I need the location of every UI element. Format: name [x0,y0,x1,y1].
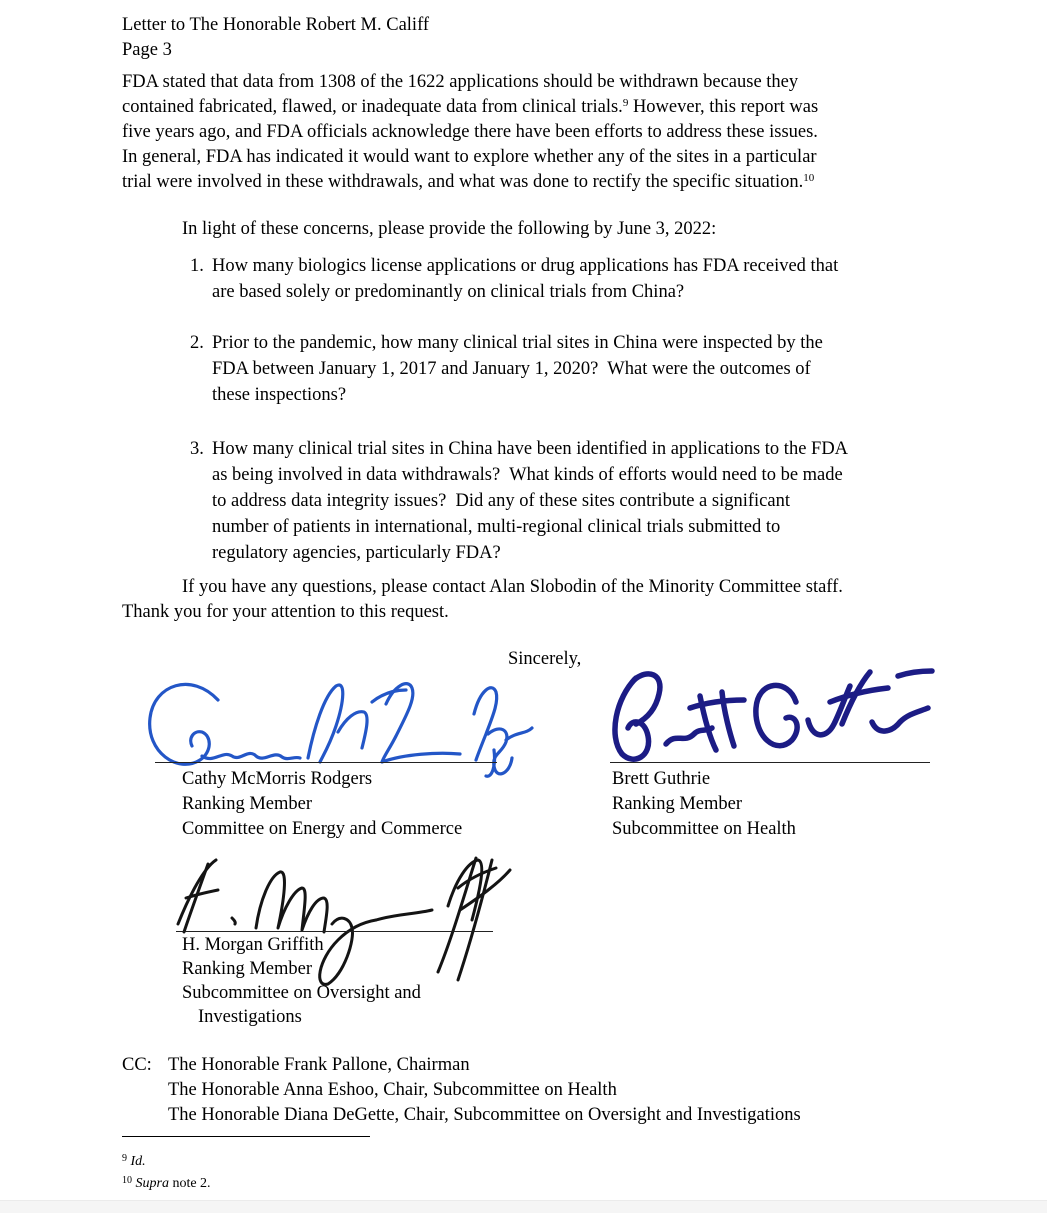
footnote-marker: 9 [122,1153,127,1164]
signer-block-cathy [182,767,462,842]
cc-label: CC: [122,1055,152,1075]
signature-line-griffith [176,931,493,932]
paragraph-text: trial were involved in these withdrawals, and what was done to rectify the specific situation. [122,172,804,192]
list-item-line: How many clinical trial sites in China have been identified in applications to the FDA [212,439,849,459]
list-item-line: are based solely or predominantly on clinical trials from China? [212,282,685,302]
closing-line: Thank you for your attention to this request. [122,602,449,622]
signer-title: Ranking Member [182,959,312,979]
paragraph-line [122,95,818,120]
signer-title: Ranking Member [612,794,742,814]
signer-name: Brett Guthrie [612,769,711,789]
body-paragraph-1 [122,70,818,195]
paragraph-text: However, this report was [628,97,819,117]
signer-block-brett [612,767,796,842]
page-number: Page 3 [122,40,172,60]
paragraph-line [122,170,818,195]
footnote-divider [122,1136,370,1137]
list-item-line: How many biologics license applications or drug applications has FDA received that [212,256,839,276]
list-item-line: to address data integrity issues? Did any of these sites contribute a significant [212,491,790,511]
paragraph-line: FDA stated that data from 1308 of the 1622 applications should be withdrawn because they [122,72,799,92]
signer-title: Ranking Member [182,794,312,814]
footnote-marker: 10 [122,1175,132,1186]
footnote-text: note 2. [168,1176,211,1191]
page-bottom-edge [0,1200,1047,1213]
cc-recipient: The Honorable Frank Pallone, Chairman [168,1055,470,1075]
list-item-line: regulatory agencies, particularly FDA? [212,543,501,563]
signature-line-right [610,762,930,763]
signer-org: Subcommittee on Oversight and [182,983,421,1003]
list-item-line: number of patients in international, multi-regional clinical trials submitted to [212,517,781,537]
signature-brett-guthrie [596,662,944,766]
paragraph-line: In general, FDA has indicated it would want to explore whether any of the sites in a particular [122,147,817,167]
signer-org: Committee on Energy and Commerce [182,819,463,839]
list-number: 3. [190,439,204,459]
salutation: Sincerely, [508,649,582,669]
list-item-3 [190,436,848,566]
cc-recipient: The Honorable Anna Eshoo, Chair, Subcommittee on Health [168,1080,617,1100]
signer-org: Investigations [198,1007,302,1027]
list-item-line: FDA between January 1, 2017 and January 1, 2020? What were the outcomes of [212,359,811,379]
paragraph-line: five years ago, and FDA officials acknowledge there have been efforts to address these issues. [122,122,818,142]
list-item-2 [190,330,823,408]
list-number: 2. [190,333,204,353]
footnote-9 [122,1148,146,1172]
header-title: Letter to The Honorable Robert M. Califf [122,15,430,35]
letter-header [122,13,429,63]
paragraph-text: contained fabricated, flawed, or inadequate data from clinical trials. [122,97,623,117]
footnote-10 [122,1170,211,1194]
signer-block-griffith [182,933,421,1029]
footnote-ref-10: 10 [803,172,815,184]
list-item-line: as being involved in data withdrawals? What kinds of efforts would need to be made [212,465,843,485]
list-item-line: these inspections? [212,385,347,405]
request-intro: In light of these concerns, please provide the following by June 3, 2022: [182,219,717,239]
list-item-line: Prior to the pandemic, how many clinical trial sites in China were inspected by the [212,333,823,353]
signer-name: H. Morgan Griffith [182,935,324,955]
closing-line: If you have any questions, please contact Alan Slobodin of the Minority Committee staff. [182,577,843,597]
list-item-1 [190,253,838,305]
signer-org: Subcommittee on Health [612,819,796,839]
cc-recipient: The Honorable Diana DeGette, Chair, Subcommittee on Oversight and Investigations [168,1105,801,1125]
signer-name: Cathy McMorris Rodgers [182,769,373,789]
signature-cathy-mcmorris-rodgers [138,670,538,782]
footnote-ref-9: 9 [622,97,629,109]
closing-paragraph [122,575,843,625]
cc-block [122,1053,801,1128]
list-number: 1. [190,256,204,276]
footnote-text: Id. [130,1154,146,1169]
footnote-text: Supra [135,1176,169,1191]
signature-line-left [155,762,497,763]
